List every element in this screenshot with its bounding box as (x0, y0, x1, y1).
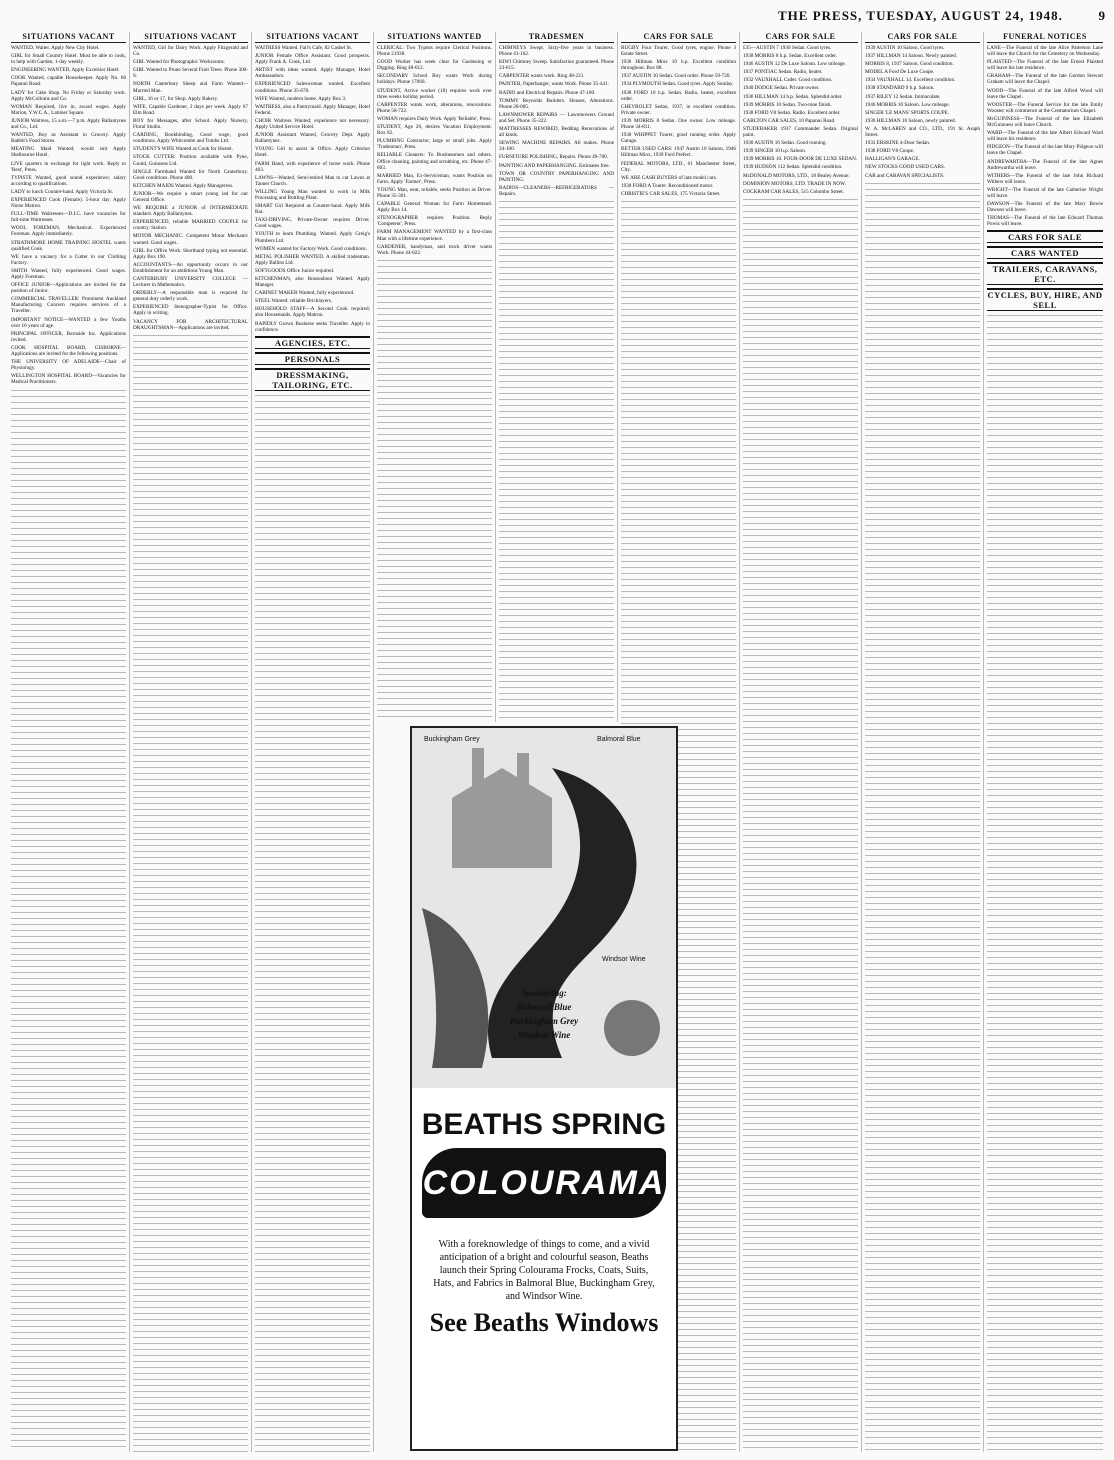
classified-ad: PLUMBING Contractor, large or small jobs. Apply 'Tradesman', Press. (377, 138, 492, 151)
classified-ad: CHEVROLET Sedan, 1937, in excellent condition. Private owner. (621, 103, 736, 116)
classified-ad: STEEL Wanted: reliable Bricklayers. (255, 298, 333, 305)
classified-ad: RELIABLE Cleaners: To Businessmen and others. Office cleaning, painting and scrubbing, etc. Phone 47-803. (377, 152, 492, 171)
advert-footer: See Beaths Windows (429, 1308, 659, 1337)
classified-ad: EXPERIENCED, reliable MARRIED COUPLE for country. Station. (133, 219, 248, 232)
classified-ad: FURNITURE POLISHING, Repairs. Phone 49-700. (499, 154, 609, 161)
classified-ad: TOWN OR COUNTRY PAPERHANGING AND PAINTING. (499, 170, 614, 183)
classified-ad: 1939 MORRIS 10. FOUR-DOOR DE LUXE SEDAN. (743, 156, 858, 163)
beaths-advert (410, 726, 678, 1451)
small-print-text (743, 197, 858, 1452)
masthead-page-number: 9 (1098, 8, 1106, 23)
classified-ad: HALLIGAN'S GARAGE. (865, 156, 920, 163)
advert-sponsor-blue: Balmoral Blue (516, 1002, 572, 1012)
classified-ad: 1940 DODGE Sedan. Private owner. (743, 85, 820, 92)
classified-ad: CLERICAL: Two Typists require Clerical Positions. Phone 21938. (377, 45, 492, 58)
classified-ad: LIVE quarters in exchange for light work. Reply to 'Rest', Press. (11, 160, 126, 173)
classified-ad: 1939 HUDSON 112 Sedan. Splendid condition. (743, 164, 843, 171)
classified-ad: 1946 MORRIS 10 Saloon. Low mileage. (865, 101, 950, 108)
classified-ad: 1934 PLYMOUTH Sedan. Good tyres. Apply Sunday. (621, 81, 734, 88)
column-3 (252, 32, 374, 1452)
classified-ad: 1932 VAUXHALL Cadet. Good condition. (743, 77, 833, 84)
classified-ad: JUNIOR Waitress, 15 a.m.—7 p.m. Apply Ballantynes and Co., Ltd. (11, 117, 126, 131)
classified-ad: TOMMY Reynolds Builders. Houses, Alterations. Phone 28-005. (499, 97, 614, 110)
classified-ad: 1937 PONTIAC Sedan. Radio, heater. (743, 69, 823, 76)
classified-ad: WOMEN wanted for Factory Work. Good conditions. (255, 245, 367, 252)
classified-ad: WE have a vacancy for a Cutter in our Clothing Factory. (11, 253, 126, 266)
section-heading: AGENCIES, ETC. (255, 336, 370, 349)
classified-ad: 1939 MORRIS 10 Sedan. Two-tone finish. (743, 101, 832, 108)
classified-ad: WARD—The Funeral of the late Albert Edward Ward will leave his residence. (987, 130, 1103, 143)
classified-ad: CABINET MAKER Wanted, fully experienced. (255, 290, 355, 297)
classified-ad: YOUTH to learn Plumbing. Wanted. Apply Greig's Plumbers Ltd. (255, 231, 370, 244)
classified-ad: 1939 SINGER 10 h.p. Saloon. (743, 148, 806, 155)
classified-ad: 1938 STANDARD 9 h.p. Saloon. (865, 85, 935, 92)
classified-ad: WE ARE CASH BUYERS of late model cars. (621, 174, 717, 181)
classified-ad: WE REQUIRE a JUNIOR of INTERMEDIATE standard. Apply Ballantynes. (133, 205, 248, 218)
classified-ad: SEWING MACHINE REPAIRS. All makes. Phone 34-100. (499, 140, 614, 153)
classified-ad: TYPISTE Wanted, good sound experience; salary according to qualifications. (11, 174, 126, 187)
masthead-paper: THE PRESS, TUESDAY, AUGUST 24, 1948. (778, 8, 1063, 23)
classified-ad: THOMAS—The Funeral of the late Edward Thomas Powis will leave. (987, 215, 1103, 228)
section-heading: PERSONALS (255, 352, 370, 365)
classified-ad: GARDENER, handyman, and truck driver wants Work. Phone 44-022. (377, 243, 492, 256)
classified-ad: YOUNG Girl to assist in Office. Apply Criterion Hotel. (255, 146, 370, 159)
classified-ad: METAL POLISHER WANTED. A skilled tradesman. Apply Ballins Ltd. (255, 253, 370, 266)
classified-ad: W. A. McLAREN and CO., LTD., 191 St. Asaph Street. (865, 125, 980, 139)
classified-ad: WANTED, Waiter. Apply New City Hotel. (11, 45, 100, 51)
classified-ad: ARTIST with ideas wanted. Apply Manager, Hotel Ambassadors. (255, 67, 370, 80)
classified-ad: IMPORTANT NOTICE—WANTED a few Youths over 16 years of age. (11, 316, 126, 329)
newspaper-page (8, 6, 1106, 1454)
classified-ad: HOUSEHOLD STAFF—A Second Cook required; also Housemaids. Apply Matron. (255, 306, 370, 319)
classified-ad: RADIOS—CLEANERS—REFRIGERATORS — Repairs. (499, 184, 614, 197)
classified-ad: GIRL, 16 or 17, for Shop. Apply Bakery. (133, 95, 219, 102)
classified-ad: 1937 HILLMAN 14 Saloon. Newly painted. (865, 53, 958, 60)
classified-ad: ANDREWARTHA—The Funeral of the late Agnes Andrewartha will leave. (987, 158, 1103, 171)
classified-ad: WOOSTER—The Funeral Service for the late Emily Wooster will commence at the Crematorium Chapel. (987, 101, 1103, 114)
column-heading: SITUATIONS WANTED (377, 32, 492, 43)
classified-ad: GIRL for Office Work. Shorthand typing not essential. Apply Box 190. (133, 247, 248, 260)
classified-ad: DOMINION MOTORS, LTD. TRADE IN NOW. (743, 180, 846, 187)
classified-ad: WAITRESS, also a Pantrymaid. Apply Manager, Hotel Federal. (255, 103, 370, 116)
classified-ad: MARRIED Man, Ex-Serviceman, wants Position on Farm. Apply 'Farmer', Press. (377, 172, 492, 185)
column-heading: SITUATIONS VACANT (255, 32, 370, 43)
classified-ad: WOOD—The Funeral of the late Alfred Wood will leave the Chapel. (987, 87, 1103, 100)
classified-ad: JUNIOR Female Office Assistant. Good prospects. Apply Frank A. Cook, Ltd. (255, 53, 370, 66)
section-heading: CARS FOR SALE (987, 230, 1103, 243)
classified-ad: 1936 HILLMAN 14 h.p. Sedan. Splendid order. (743, 93, 843, 100)
column-heading: FUNERAL NOTICES (987, 32, 1103, 43)
classified-ad: PAINTER, Paperhanger, wants Work. Phone 35-441. (499, 81, 609, 88)
classified-ad: WELLINGTON HOSPITAL BOARD—Vacancies for Medical Practitioners. (11, 373, 126, 386)
classified-ad: JUNIOR—We require a smart young lad for our General Office. (133, 190, 248, 203)
section-heading: CYCLES, BUY, HIRE, AND SELL (987, 290, 1103, 311)
classified-ad: CANTERBURY UNIVERSITY COLLEGE — Lecturer in Mathematics. (133, 276, 248, 289)
small-print-text (255, 393, 370, 1452)
classified-ad: YOUNG Man, neat, reliable, seeks Position as Driver. Phone 35-301. (377, 186, 492, 199)
classified-ad: 1936 HILLMAN 10 Saloon, newly painted. (865, 117, 956, 124)
classified-ad: 1937 AUSTIN 10 Sedan. Good order. Phone 59-720. (621, 73, 731, 80)
classified-ad: CARPENTER wants work, alterations, renovations. Phone 58-722. (377, 101, 492, 114)
classified-ad: CAPABLE General Woman for Farm Homestead. Apply Box 14. (377, 201, 492, 214)
classified-ad: GIRL Wanted to Prune Several Fruit Trees. Phone 300-S. (133, 67, 248, 80)
classified-ad: STUDENT'S WIFE Wanted as Cook for Hostel. (133, 146, 233, 153)
classified-ad: PAINTING AND PAPERHANGING. Estimates free. (499, 162, 610, 169)
classified-ad: GIRL for Small Country Hotel. Must be able to cook, to help with Garden, 1-day weekly. (11, 53, 126, 66)
classified-ad: 1930 FORD A Tourer. Reconditioned motor. (621, 182, 714, 189)
classified-ad: CARDING, Bookbinding, Good wage, good conditions. Apply Whitcombe and Tombs Ltd. (133, 132, 248, 145)
column-heading: SITUATIONS VACANT (133, 32, 248, 43)
classified-ad: WRIGHT—The Funeral of the late Catherine Wright will leave. (987, 186, 1103, 199)
classified-ad: SMITH Wanted, fully experienced. Good wages. Apply Foreman. (11, 267, 126, 280)
column-5 (496, 32, 618, 722)
advert-label-blue: Balmoral Blue (597, 736, 641, 743)
classified-ad: PLAISTED—The Funeral of the late Ernest Plaisted will leave his late residence. (987, 59, 1103, 72)
column-7 (740, 32, 862, 1452)
classified-ad: BETTER USED CARS: 1947 Austin 10 Saloon, 1946 Hillman Minx, 1939 Ford Prefect. (621, 146, 736, 159)
classified-ad: COCKRAM CAR SALES, 515 Colombo Street. (743, 188, 845, 195)
advert-illustration (412, 728, 676, 1088)
classified-ad: COOK HOSPITAL BOARD, GISBORNE—Applications are invited for the following positions. (11, 344, 126, 358)
classified-ad: TAXI-DRIVING, Private-Owner requires Driver. Good wages. (255, 217, 370, 230)
advert-banner: COLOURAMA (422, 1148, 666, 1218)
classified-ad: EXPERIENCED Saleswoman wanted. Excellent conditions. Phone 35-670. (255, 81, 370, 94)
masthead (778, 6, 1106, 24)
column-heading: CARS FOR SALE (621, 32, 736, 43)
classified-ad: EXPERIENCED Stenographer-Typist for Office. Apply in writing. (133, 304, 248, 317)
column-heading: CARS FOR SALE (865, 32, 980, 43)
classified-ad: STENOGRAPHER requires Position. Reply 'Competent', Press. (377, 215, 492, 228)
classified-ad: FULL-TIME Waitresses—D.I.C. have vacancies for full-time Waitresses. (11, 211, 126, 224)
advert-label-grey: Buckingham Grey (424, 736, 480, 743)
classified-ad: LANE—The Funeral of the late Alice Patterson Lane will leave the Church for the Cemetery on Wednesday. (987, 45, 1103, 58)
classified-ad: ACCOUNTANTS—An opportunity occurs in our Establishment for an ambitious Young Man. (133, 261, 248, 274)
classified-ad: KIWI Chimney Sweep. Satisfaction guaranteed. Phone 23-615. (499, 59, 614, 72)
classified-ad: 1934 VAUXHALL 14. Excellent condition. (865, 77, 956, 84)
classified-ad: ORDERLY—A responsible man is required for general duty orderly work. (133, 290, 248, 303)
advert-title: BEATHS SPRING (421, 1108, 667, 1141)
classified-ad: MATTRESSES REWIRED, Bedding Renovations of all kinds. (499, 126, 614, 139)
classified-ad: STRATHMORE HOME TRAINING HOSTEL wants qualified Cook. (11, 239, 126, 252)
classified-ad: STUDENT, Active worker (18) requires work over three weeks holiday period. (377, 87, 492, 100)
classified-ad: £35—AUSTIN 7 1930 Sedan. Good tyres. (743, 45, 832, 51)
classified-ad: 1938 FORD V8 Sedan. Radio. Excellent order. (743, 109, 841, 116)
classified-ad: McDONALD MOTORS, LTD., 18 Bealey Avenue. (743, 172, 850, 179)
classified-ad: KITCHENMAN, also Rouseabout Wanted. Apply Manager. (255, 276, 370, 289)
small-print-text (987, 313, 1103, 1452)
classified-ad: WOMAN requires Daily Work. Apply 'Reliable', Press. (377, 115, 492, 122)
classified-ad: EXPERIENCED Cook (Female). 5-hour day. Apply Nurse Matron. (11, 196, 126, 210)
classified-ad: WANTED, Girl for Dairy Work. Apply Fitzgerald and Co. (133, 45, 248, 58)
classified-ad: RUGBY Four Tourer, Good tyres, engine. Phone 3 Estate Street. (621, 45, 736, 58)
classified-ad: STUDENT, Age 20, desires Vacation Employment. Box 82. (377, 124, 492, 137)
classified-ad: CHRISTIE'S CAR SALES, 175 Victoria Street. (621, 190, 721, 197)
small-print-text (865, 181, 980, 1452)
small-print-text (11, 388, 126, 1453)
classified-ad: 1933 ERSKINE 4-Door Sedan. (865, 140, 931, 147)
classified-ad: SMART Girl Required as Counter-hand. Apply Milk Bar. (255, 203, 370, 216)
classified-ad: STUDEBAKER 1937 Commander Sedan. Original paint. (743, 125, 858, 139)
classified-ad: NORTH Canterbury Sheep and Farm Wanted—Married Man. (133, 81, 248, 94)
classified-ad: 1938 FORD V8 Coupe. (865, 148, 915, 155)
classified-ad: 1938 FORD 10 h.p. Sedan. Radio, heater, excellent order. (621, 89, 736, 102)
column-heading: TRADESMEN (499, 32, 614, 43)
classified-ad: RAPIDLY Grown Business seeks Traveller. Apply in confidence. (255, 320, 370, 333)
classified-ad: MORRIS 8, 1937 Saloon. Good condition. (865, 61, 954, 68)
classified-ad: WAITRESS Wanted. Fail's Cafe, 82 Cashel St. (255, 45, 353, 51)
classified-ad: 1936 Hillman Minx 10 h.p. Excellent condition throughout. Box 88. (621, 59, 736, 72)
classified-ad: COMMERCIAL TRAVELLER: Prominent Auckland Manufacturing Concern requires services of a Traveller. (11, 296, 126, 315)
classified-ad: CAR and CARAVAN SPECIALISTS. (865, 172, 945, 179)
classified-ad: FEDERAL MOTORS, LTD., 61 Manchester Street, City. (621, 160, 736, 173)
advert-label-wine: Windsor Wine (602, 956, 646, 963)
advert-sponsor-heading: Sponsoring: (521, 988, 567, 998)
classified-ad: PRINCIPAL OFFICER, Burnside Inc. Applications invited. (11, 330, 126, 343)
classified-ad: OFFICE JUNIOR—Applications are invited for the position of Junior. (11, 282, 126, 295)
classified-ad: DAWSON—The Funeral of the late Mary Bowie Dawson will leave. (987, 201, 1103, 214)
classified-ad: WILLING Young Man wanted to work in Milk Processing and Bottling Plant. (255, 188, 370, 201)
classified-ad: WOMAN Required, live in, award wages. Apply Marion, Y.W.C.A., Latimer Square. (11, 103, 126, 116)
column-heading: SITUATIONS VACANT (11, 32, 126, 43)
classified-ad: GRAHAM—The Funeral of the late Gordon Stewart Graham will leave the Chapel. (987, 73, 1103, 86)
section-heading: CARS WANTED (987, 246, 1103, 259)
small-print-text (377, 258, 492, 722)
classified-ad: MODEL A Ford De Luxe Coupe. (865, 69, 935, 76)
classified-ad: SECONDARY School Boy wants Work during holidays. Phone 17660. (377, 73, 492, 86)
advert-body: With a foreknowledge of things to come, and a vivid anticipation of a bright and colourful season, Beaths launch their Spring Colourama Frocks, Coats, Suits, Hats, and Fabrics in Balmoral Blue, Buckingham Grey, and Windsor Wine. (433, 1239, 655, 1302)
column-1 (8, 32, 130, 1452)
classified-ad: 1939 MORRIS 8 Sedan. One owner. Low mileage. Phone 34-811. (621, 117, 736, 131)
classified-ad: 1939 AUSTIN 10 Saloon. Good tyres. (865, 45, 945, 51)
classified-ad: LAWNS—Wanted, Semi-retired Man to cut Lawns at Tanner Church. (255, 174, 370, 187)
section-heading: TRAILERS, CARAVANS, ETC. (987, 262, 1103, 285)
classified-ad: FARM Hand, with experience of horse work. Phone 403. (255, 160, 370, 173)
column-heading: CARS FOR SALE (743, 32, 858, 43)
classified-ad: LAWNMOWER REPAIRS — Lawnmowers Ground and Set. Phone 35-222. (499, 111, 614, 124)
classified-ad: 1930 WHIPPET Tourer, good running order. Apply Garage. (621, 132, 736, 145)
classified-ad: MOTOR MECHANIC: Competent Motor Mechanic wanted. Good wages. (133, 233, 248, 246)
classified-ad: WITHERS—The Funeral of the late John Richard Withers will leave. (987, 172, 1103, 185)
classified-ad: MEATING Maid Wanted; would suit Apply Shelbourne Hotel. (11, 146, 126, 159)
classified-ad: VACANCY FOR ARCHITECTURAL DRAUGHTSMAN—Applications are invited. (133, 318, 248, 331)
classified-ad: WIFE Wanted, modern home. Apply Box 3. (255, 95, 347, 102)
classified-ad: KITCHEN MAIDS Wanted. Apply Manageress. (133, 182, 234, 189)
column-2 (130, 32, 252, 1452)
classified-ad: WOOL FOREMAN, Mechanical. Experienced Foreman. Apply immediately. (11, 225, 126, 238)
classified-ad: GOOD Worker has week clear for Gardening or Digging. Ring 48-612. (377, 59, 492, 72)
classified-ad: STOCK CUTTER: Position available with Pyne, Gould, Guinness Ltd. (133, 154, 248, 167)
classified-ad: CARPENTER wants work. Ring 48-221. (499, 73, 585, 80)
classified-ad: SINGER 'LE MANS' SPORTS COUPE. (865, 109, 950, 116)
advert-sponsor-wine: Windsor Wine (517, 1030, 571, 1040)
classified-ad: COOK Wanted, capable Housekeeper. Apply No. 68 Papanui Road. (11, 75, 126, 88)
classified-ad: CHOIR Waitress Wanted; experience not necessary. Apply United Service Hotel. (255, 117, 370, 131)
classified-ad: LADY to lunch Counter-hand. Apply Victoria St. (11, 188, 114, 195)
classified-ad: SINGLE Farmhand Wanted for North Canterbury. Good conditions. Phone 400. (133, 168, 248, 181)
classified-ad: LADY for Cake Shop. No Friday or Saturday work. Apply McColloms and Co. (11, 89, 126, 102)
small-print-text (499, 199, 614, 722)
classified-ad: PIDGEON—The Funeral of the late Mary Pidgeon will leave the Chapel. (987, 144, 1103, 157)
column-4 (374, 32, 496, 722)
column-9 (984, 32, 1106, 1452)
section-heading: DRESSMAKING, TAILORING, ETC. (255, 368, 370, 391)
classified-ad: 1938 MORRIS 8 h.p. Sedan. Excellent order. (743, 53, 837, 60)
small-print-text (133, 333, 248, 1452)
classified-ad: WIFE, Capable Gardener, 2 days per week. Apply 67 Elm Road. (133, 103, 248, 116)
classified-ad: McGUINNESS—The Funeral of the late Elizabeth McGuinness will leave Church. (987, 115, 1103, 129)
classified-ad: CARLTON CAR SALES, 10 Papanui Road. (743, 117, 836, 124)
classified-ad: 1946 AUSTIN 12 De Luxe Saloon. Low mileage. (743, 61, 847, 68)
classified-ad: 1930 AUSTIN 16 Sedan. Good running. (743, 140, 827, 147)
classified-ad: 1937 RILEY 12 Sedan. Immaculate. (865, 93, 941, 100)
classified-ad: CHIMNEYS Swept. Sixty-five years in business. Phone 41-162. (499, 45, 614, 58)
classified-ad: SOFTGOODS Office Junior required. (255, 267, 335, 274)
classified-ad: BOY for Messages, after School. Apply Nursery, Floral Studio. (133, 117, 248, 131)
classified-ad: JUNIOR Assistant Wanted, Grocery Dept. Apply Ballantynes. (255, 132, 370, 145)
classified-ad: NEW STOCKS GOOD USED CARS. (865, 164, 946, 171)
classified-ad: THE UNIVERSITY OF ADELAIDE—Chair of Physiology. (11, 359, 126, 372)
advert-sponsor-grey: Buckingham Grey (509, 1016, 579, 1026)
classified-ad: RADIO and Electrical Repairs. Phone 47-100. (499, 89, 596, 96)
column-8 (862, 32, 984, 1452)
classified-ad: FARM MANAGEMENT WANTED by a first-class Man with a lifetime experience. (377, 229, 492, 242)
classified-ad: GIRL Wanted for Photographic Workrooms. (133, 59, 225, 66)
classified-ad: ENGINEERING WANTED, Apply Excelsior Hotel. (11, 67, 120, 74)
classified-ad: WANTED, Boy as Assistant in Grocery. Apply Rabbit's Food Stores. (11, 132, 126, 145)
